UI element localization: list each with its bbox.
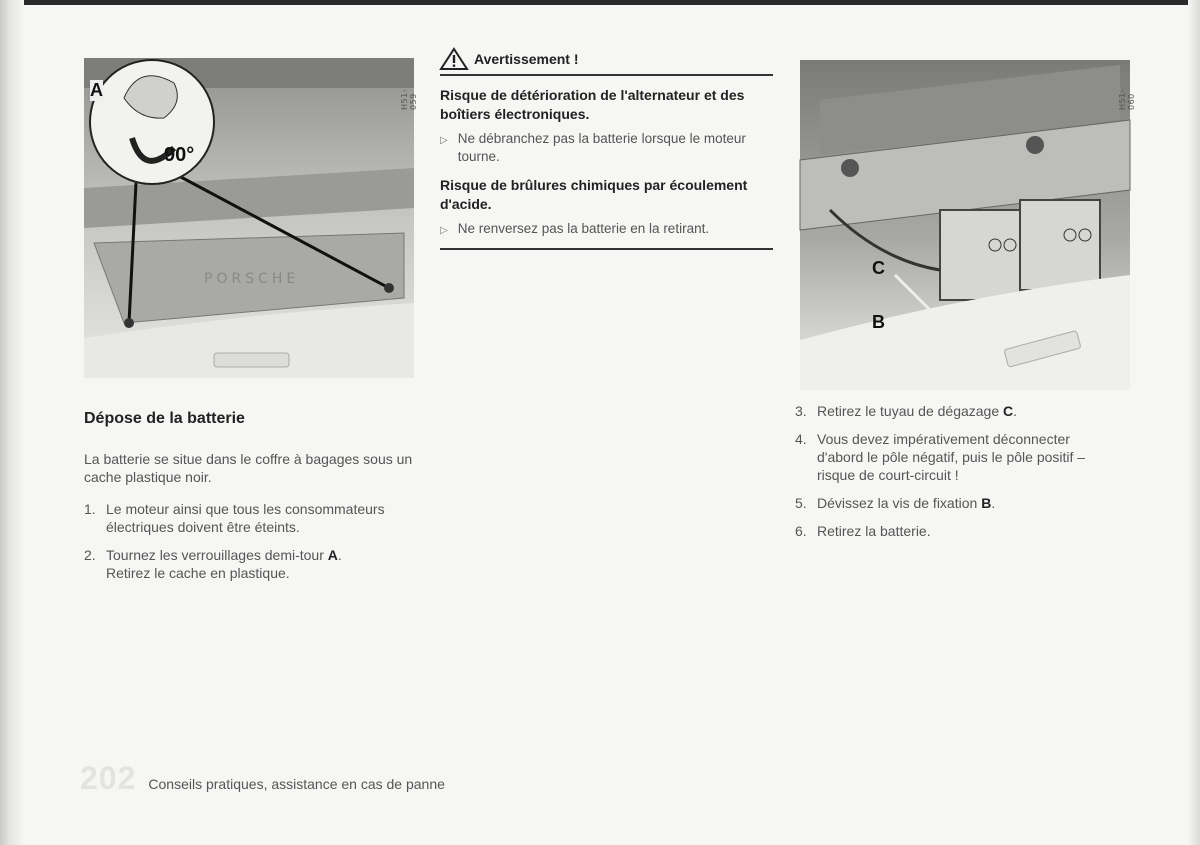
step-text: Tournez les verrouillages demi-tour [106, 547, 328, 563]
step-reference: A [327, 547, 338, 563]
callout-a-label: A [90, 80, 103, 100]
warning-box [440, 48, 773, 250]
step-number: 1. [84, 501, 96, 517]
page-binding-shadow [0, 0, 24, 845]
step-number: 4. [795, 431, 807, 447]
step-item [795, 522, 1115, 540]
rotation-angle-label: 90° [164, 144, 195, 166]
warning-risk-2-item [440, 220, 773, 240]
warning-risk-2-text: Ne renversez pas la batterie en la retirant. [457, 221, 710, 236]
warning-risk-2-title: Risque de brûlures chimiques par écoulement d'acide. [440, 177, 748, 212]
bullet-arrow-icon: ▷ [440, 135, 448, 146]
step-number: 6. [795, 523, 807, 539]
step-body [817, 402, 1017, 420]
step-item [795, 402, 1115, 420]
trunk-cover-drawing [84, 58, 414, 378]
steps-list-right [795, 402, 1115, 550]
chapter-title: Conseils pratiques, assistance en cas de panne [148, 776, 445, 792]
page-top-edge [0, 0, 1200, 5]
page-number: 202 [80, 760, 137, 796]
step-text: Retirez le tuyau de dégazage [817, 403, 1004, 419]
warning-header [440, 48, 773, 76]
step-body [817, 494, 995, 512]
warning-risk-1-text: Ne débranchez pas la batterie lorsque le moteur tourne. [457, 131, 746, 164]
callout-c-label: C [872, 258, 885, 278]
page-footer [80, 760, 445, 797]
page-right-edge [1188, 0, 1200, 845]
step-text: Vous devez impérativement déconnecter d'abord le pôle négatif, puis le pôle positif – risque de court-circuit ! [817, 431, 1086, 483]
step-punct: . [337, 547, 342, 563]
battery-compartment-drawing [800, 60, 1130, 390]
step-item [795, 430, 1115, 484]
step-item [84, 500, 424, 536]
callout-b-label: B [872, 312, 885, 332]
step-body [106, 546, 342, 582]
section-title: Dépose de la batterie [84, 410, 245, 427]
step-text: Retirez la batterie. [817, 523, 931, 539]
step-text: Dévissez la vis de fixation [817, 495, 982, 511]
steps-list-left [84, 500, 424, 592]
figure-code: H51-059 [400, 88, 418, 110]
battery-compartment-illustration [800, 60, 1136, 390]
step-number: 5. [795, 495, 807, 511]
step-punct: . [1013, 403, 1018, 419]
warning-bottom-rule [440, 248, 773, 250]
step-reference: C [1003, 403, 1014, 419]
section-intro: La batterie se situe dans le coffre à bagages sous un cache plastique noir. [84, 451, 413, 485]
warning-risk-1-title: Risque de détérioration de l'alternateur et des boîtiers électroniques. [440, 87, 745, 122]
step-text-line2: Retirez le cache en plastique. [106, 565, 290, 581]
step-punct: . [991, 495, 996, 511]
warning-triangle-icon [440, 48, 468, 70]
figure-code: H51-060 [1118, 88, 1136, 110]
svg-text:PORSCHE: PORSCHE [204, 271, 300, 287]
warning-risk-1-item [440, 130, 773, 166]
step-item [795, 494, 1115, 512]
bullet-arrow-icon: ▷ [440, 225, 448, 236]
step-number: 3. [795, 403, 807, 419]
warning-title: Avertissement ! [474, 51, 579, 67]
trunk-cover-illustration [84, 58, 418, 378]
step-text: Le moteur ainsi que tous les consommateurs électriques doivent être éteints. [106, 501, 385, 535]
step-item [84, 546, 424, 582]
step-number: 2. [84, 547, 96, 563]
step-reference: B [981, 495, 992, 511]
